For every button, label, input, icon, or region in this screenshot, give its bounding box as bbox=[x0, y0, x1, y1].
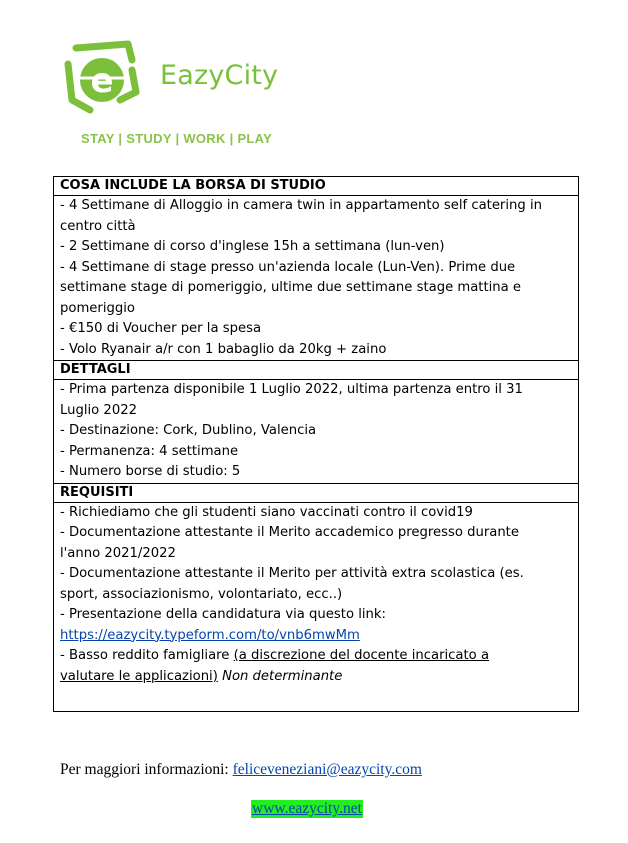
section-heading-requirements: REQUISITI bbox=[54, 483, 579, 502]
text-line: centro città bbox=[60, 218, 136, 234]
text-line: - Volo Ryanair a/r con 1 babaglio da 20kg + zaino bbox=[60, 341, 387, 357]
section-body-requirements bbox=[54, 502, 579, 711]
text-line: - Presentazione della candidatura via questo link: bbox=[60, 607, 386, 622]
text-line: pomeriggio bbox=[60, 300, 135, 316]
text-line: settimane stage di pomeriggio, ultime due settimane stage mattina e bbox=[60, 280, 522, 295]
text-line: sport, associazionismo, volontariato, ecc..) bbox=[60, 586, 343, 602]
text-line bbox=[60, 667, 570, 688]
income-note-italic: Non determinante bbox=[222, 668, 343, 684]
income-note: (a discrezione del docente incaricato a bbox=[233, 648, 490, 663]
contact-label: Per maggiori informazioni: bbox=[60, 761, 233, 778]
section-heading-includes: COSA INCLUDE LA BORSA DI STUDIO bbox=[54, 177, 579, 196]
income-prefix: - Basso reddito famigliare bbox=[60, 648, 234, 663]
text-line: - Prima partenza disponibile 1 Luglio 2022, ultima partenza entro il 31 bbox=[60, 382, 523, 397]
contact-info bbox=[60, 761, 422, 779]
section-body-includes bbox=[54, 196, 579, 361]
text-line: - €150 di Voucher per la spesa bbox=[60, 321, 262, 336]
eazycity-logo bbox=[62, 40, 142, 118]
text-line: - 2 Settimane di corso d'inglese 15h a settimana (lun-ven) bbox=[60, 239, 445, 254]
contact-email-link[interactable]: feliceveneziani@eazycity.com bbox=[232, 761, 422, 778]
brand-name: EazyCity bbox=[160, 60, 279, 91]
application-link[interactable]: https://eazycity.typeform.com/to/vnb6mwMm bbox=[60, 627, 360, 643]
text-line: - Documentazione attestante il Merito accademico pregresso durante bbox=[60, 525, 519, 540]
text-line: - Richiediamo che gli studenti siano vaccinati contro il covid19 bbox=[60, 504, 473, 520]
income-note-cont: valutare le applicazioni) bbox=[60, 668, 218, 684]
section-body-details bbox=[54, 380, 579, 484]
text-line: - Destinazione: Cork, Dublino, Valencia bbox=[60, 423, 317, 438]
text-line: - 4 Settimane di Alloggio in camera twin in appartamento self catering in bbox=[60, 198, 542, 213]
text-line: - Permanenza: 4 settimane bbox=[60, 443, 239, 459]
svg-text:e: e bbox=[90, 61, 114, 101]
website-link[interactable]: www.eazycity.net bbox=[252, 800, 362, 817]
text-line: - Documentazione attestante il Merito per attività extra scolastica (es. bbox=[60, 566, 524, 581]
text-line: Luglio 2022 bbox=[60, 402, 137, 418]
text-line bbox=[60, 646, 570, 667]
brand-tagline: STAY | STUDY | WORK | PLAY bbox=[81, 131, 273, 146]
website-box bbox=[251, 800, 363, 818]
section-heading-details: DETTAGLI bbox=[54, 361, 579, 380]
text-line: - Numero borse di studio: 5 bbox=[60, 464, 241, 479]
scholarship-table bbox=[53, 176, 579, 712]
text-line: - 4 Settimane di stage presso un'azienda locale (Lun-Ven). Prime due bbox=[60, 259, 516, 275]
text-line: l'anno 2021/2022 bbox=[60, 545, 176, 561]
